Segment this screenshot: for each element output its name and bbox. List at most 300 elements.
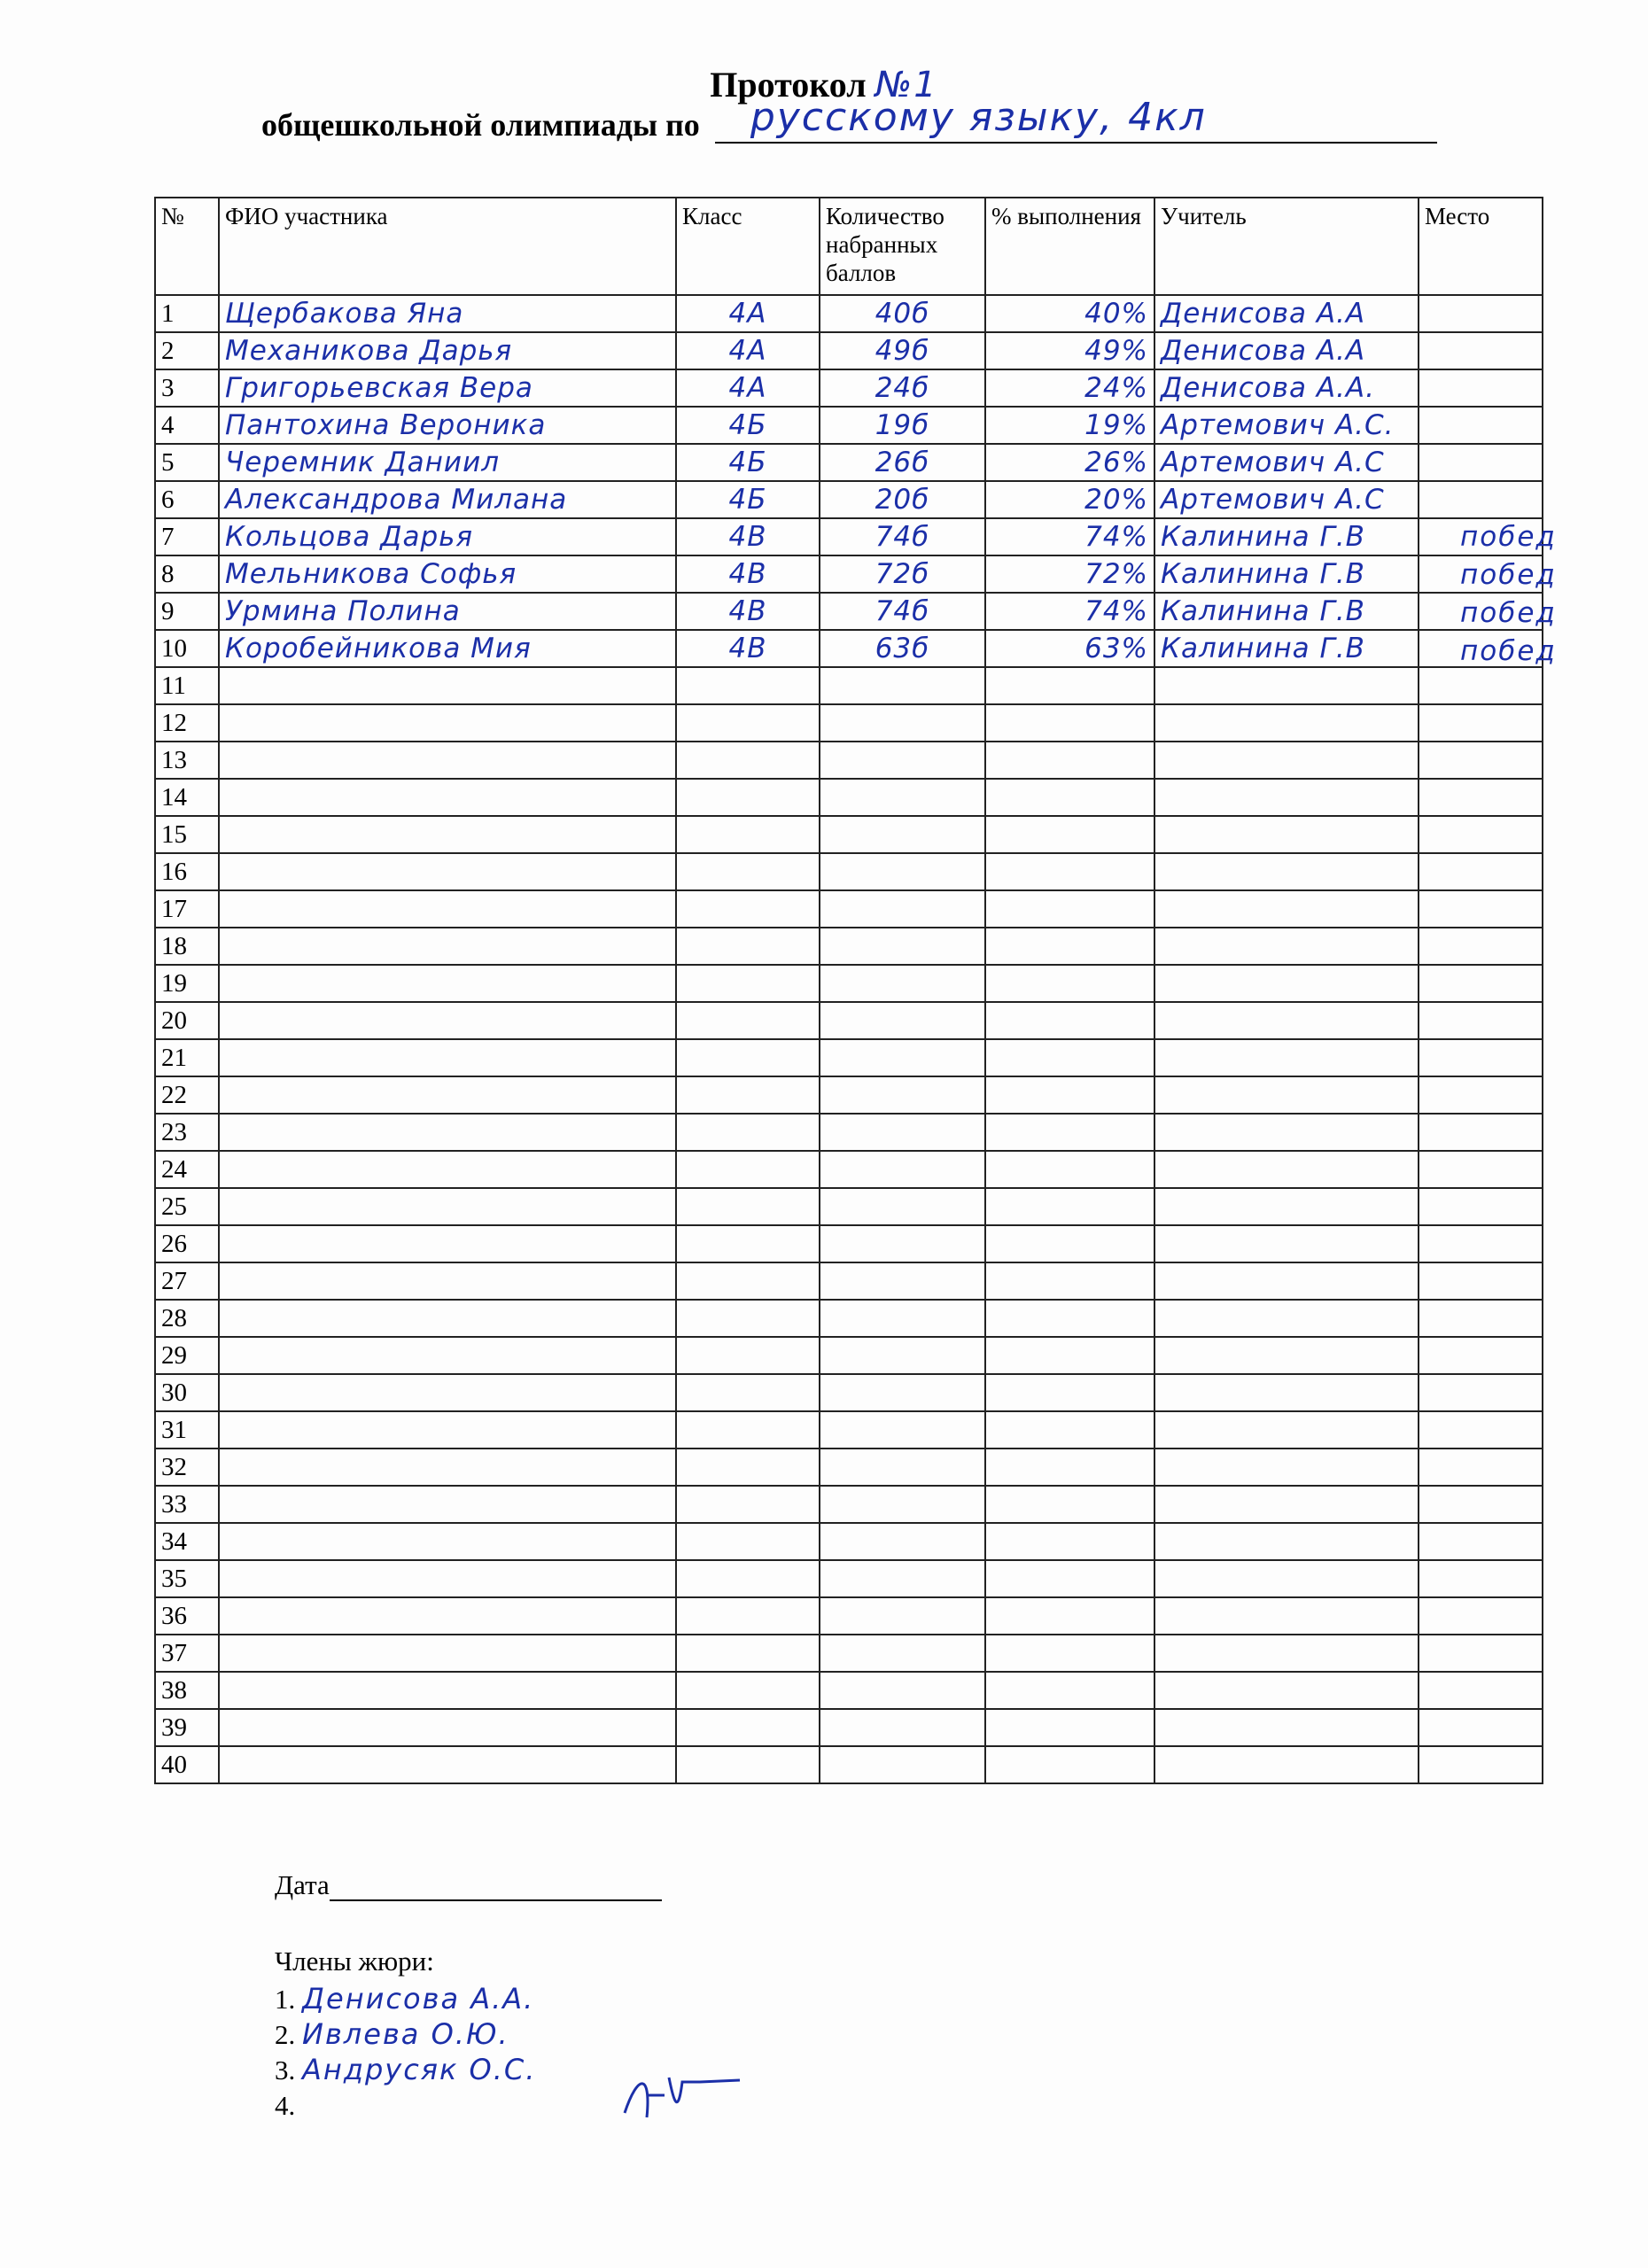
cell-percent (985, 1672, 1154, 1709)
col-name: ФИО участника (219, 198, 676, 295)
cell-percent (985, 1709, 1154, 1746)
table-row (155, 1188, 1543, 1225)
cell-name (219, 1635, 676, 1672)
cell-teacher (1154, 1523, 1419, 1560)
cell-class (676, 1114, 820, 1151)
results-table (154, 197, 1543, 1784)
cell-teacher (1154, 1560, 1419, 1597)
cell-number: 33 (155, 1486, 219, 1523)
table-row (155, 1114, 1543, 1151)
cell-teacher (1154, 1411, 1419, 1449)
cell-number: 26 (155, 1225, 219, 1262)
cell-score (820, 1114, 985, 1151)
cell-name (219, 1114, 676, 1151)
cell-percent (985, 1374, 1154, 1411)
cell-place (1419, 1672, 1543, 1709)
cell-number: 31 (155, 1411, 219, 1449)
cell-score (820, 1188, 985, 1225)
cell-number: 23 (155, 1114, 219, 1151)
cell-place (1419, 853, 1543, 890)
cell-name (219, 1523, 676, 1560)
cell-name (219, 667, 676, 704)
cell-score (820, 704, 985, 742)
cell-teacher (1154, 1225, 1419, 1262)
cell-name: Григорьевская Вера (219, 369, 676, 407)
date-label: Дата (275, 1869, 330, 1900)
cell-place (1419, 1188, 1543, 1225)
cell-percent (985, 1486, 1154, 1523)
cell-name (219, 1560, 676, 1597)
cell-number: 24 (155, 1151, 219, 1188)
cell-teacher (1154, 1300, 1419, 1337)
jury-name: Андрусяк О.С. (302, 2053, 537, 2086)
cell-teacher (1154, 1635, 1419, 1672)
jury-number: 2. (275, 2019, 296, 2050)
jury-name: Ивлева О.Ю. (302, 2017, 509, 2051)
cell-score: 49б (820, 332, 985, 369)
table-row (155, 1635, 1543, 1672)
cell-score: 72б (820, 555, 985, 593)
col-number: № (155, 198, 219, 295)
jury-name: Денисова А.А. (302, 1982, 535, 2016)
table-row (155, 593, 1543, 630)
cell-class (676, 1597, 820, 1635)
cell-place (1419, 928, 1543, 965)
cell-score (820, 890, 985, 928)
cell-place (1419, 1151, 1543, 1188)
cell-class (676, 1151, 820, 1188)
cell-teacher (1154, 1672, 1419, 1709)
cell-place (1419, 1635, 1543, 1672)
cell-class (676, 1523, 820, 1560)
cell-score (820, 1411, 985, 1449)
cell-name (219, 890, 676, 928)
cell-name (219, 1151, 676, 1188)
cell-place (1419, 742, 1543, 779)
table-row (155, 444, 1543, 481)
cell-teacher (1154, 779, 1419, 816)
cell-score: 63б (820, 630, 985, 667)
cell-place (1419, 1337, 1543, 1374)
cell-class (676, 1076, 820, 1114)
jury-list (275, 1981, 662, 2123)
table-row (155, 1076, 1543, 1114)
jury-number: 4. (275, 2090, 296, 2121)
cell-place (1419, 1449, 1543, 1486)
table-row (155, 816, 1543, 853)
table-row (155, 1411, 1543, 1449)
table-row (155, 332, 1543, 369)
cell-teacher: Артемович А.С (1154, 444, 1419, 481)
table-row (155, 1449, 1543, 1486)
cell-teacher (1154, 1374, 1419, 1411)
cell-score (820, 1709, 985, 1746)
cell-percent (985, 1523, 1154, 1560)
table-row (155, 1560, 1543, 1597)
cell-teacher (1154, 965, 1419, 1002)
cell-name (219, 965, 676, 1002)
cell-teacher: Калинина Г.В (1154, 630, 1419, 667)
cell-place (1419, 1523, 1543, 1560)
cell-teacher (1154, 1486, 1419, 1523)
cell-percent (985, 1262, 1154, 1300)
cell-teacher: Денисова А.А (1154, 332, 1419, 369)
cell-place (1419, 1076, 1543, 1114)
cell-teacher (1154, 816, 1419, 853)
cell-class (676, 1411, 820, 1449)
cell-number: 1 (155, 295, 219, 332)
place-note: побед (1460, 597, 1557, 629)
table-row (155, 1225, 1543, 1262)
cell-percent: 40% (985, 295, 1154, 332)
cell-name (219, 704, 676, 742)
cell-score (820, 1300, 985, 1337)
col-teacher: Учитель (1154, 198, 1419, 295)
cell-score (820, 1560, 985, 1597)
cell-teacher (1154, 853, 1419, 890)
table-row (155, 1300, 1543, 1337)
cell-place (1419, 890, 1543, 928)
cell-class (676, 890, 820, 928)
cell-teacher: Артемович А.С. (1154, 407, 1419, 444)
table-row (155, 1262, 1543, 1300)
cell-number: 11 (155, 667, 219, 704)
cell-score (820, 667, 985, 704)
cell-number: 9 (155, 593, 219, 630)
cell-number: 4 (155, 407, 219, 444)
cell-name: Коробейникова Мия (219, 630, 676, 667)
cell-score (820, 1002, 985, 1039)
cell-score (820, 1039, 985, 1076)
cell-number: 7 (155, 518, 219, 555)
cell-score (820, 742, 985, 779)
table-row (155, 295, 1543, 332)
cell-place (1419, 1374, 1543, 1411)
cell-score: 19б (820, 407, 985, 444)
table-row (155, 1486, 1543, 1523)
cell-teacher: Денисова А.А. (1154, 369, 1419, 407)
cell-teacher: Калинина Г.В (1154, 518, 1419, 555)
cell-place (1419, 1114, 1543, 1151)
cell-teacher (1154, 1337, 1419, 1374)
cell-number: 2 (155, 332, 219, 369)
cell-percent (985, 890, 1154, 928)
cell-percent (985, 1560, 1154, 1597)
cell-place (1419, 369, 1543, 407)
table-row (155, 407, 1543, 444)
cell-name: Урмина Полина (219, 593, 676, 630)
table-row (155, 1151, 1543, 1188)
cell-score (820, 1337, 985, 1374)
jury-number: 3. (275, 2054, 296, 2085)
cell-class (676, 1560, 820, 1597)
cell-name (219, 1597, 676, 1635)
cell-percent (985, 667, 1154, 704)
col-class: Класс (676, 198, 820, 295)
table-row (155, 555, 1543, 593)
jury-item (275, 1981, 662, 2016)
cell-name (219, 742, 676, 779)
cell-number: 28 (155, 1300, 219, 1337)
date-field (330, 1873, 662, 1901)
cell-score (820, 1076, 985, 1114)
cell-place (1419, 1709, 1543, 1746)
cell-name (219, 1188, 676, 1225)
cell-place (1419, 1300, 1543, 1337)
cell-class: 4А (676, 369, 820, 407)
cell-teacher (1154, 1746, 1419, 1783)
cell-name (219, 1262, 676, 1300)
cell-score (820, 779, 985, 816)
cell-number: 6 (155, 481, 219, 518)
cell-percent (985, 704, 1154, 742)
cell-teacher (1154, 1114, 1419, 1151)
cell-place (1419, 704, 1543, 742)
cell-number: 5 (155, 444, 219, 481)
cell-teacher (1154, 1449, 1419, 1486)
cell-class (676, 1449, 820, 1486)
cell-name: Щербакова Яна (219, 295, 676, 332)
cell-number: 40 (155, 1746, 219, 1783)
cell-percent (985, 1225, 1154, 1262)
cell-percent (985, 928, 1154, 965)
cell-name: Черемник Даниил (219, 444, 676, 481)
cell-score (820, 1151, 985, 1188)
footer (275, 1869, 662, 2123)
cell-percent (985, 1746, 1154, 1783)
cell-percent (985, 1300, 1154, 1337)
cell-place (1419, 407, 1543, 444)
table-row (155, 1523, 1543, 1560)
cell-place (1419, 1225, 1543, 1262)
cell-number: 13 (155, 742, 219, 779)
cell-class (676, 1672, 820, 1709)
cell-score: 40б (820, 295, 985, 332)
cell-name: Кольцова Дарья (219, 518, 676, 555)
cell-percent (985, 1076, 1154, 1114)
table-row (155, 742, 1543, 779)
cell-place (1419, 1597, 1543, 1635)
cell-name (219, 1486, 676, 1523)
cell-place (1419, 444, 1543, 481)
cell-place (1419, 481, 1543, 518)
cell-teacher (1154, 1076, 1419, 1114)
table-row (155, 630, 1543, 667)
cell-class (676, 1709, 820, 1746)
cell-class (676, 742, 820, 779)
place-note: побед (1460, 521, 1557, 553)
cell-name (219, 1672, 676, 1709)
cell-number: 39 (155, 1709, 219, 1746)
cell-percent (985, 779, 1154, 816)
cell-percent (985, 1039, 1154, 1076)
table-row (155, 667, 1543, 704)
cell-place (1419, 1039, 1543, 1076)
cell-score: 26б (820, 444, 985, 481)
cell-teacher (1154, 742, 1419, 779)
cell-teacher (1154, 1709, 1419, 1746)
cell-number: 3 (155, 369, 219, 407)
cell-percent (985, 816, 1154, 853)
cell-percent (985, 1002, 1154, 1039)
protocol-number: №1 (875, 65, 938, 105)
cell-teacher: Денисова А.А (1154, 295, 1419, 332)
cell-name (219, 1411, 676, 1449)
cell-number: 10 (155, 630, 219, 667)
cell-name (219, 928, 676, 965)
cell-place (1419, 667, 1543, 704)
cell-number: 14 (155, 779, 219, 816)
cell-score (820, 928, 985, 965)
cell-class (676, 965, 820, 1002)
date-line (275, 1869, 662, 1901)
cell-percent (985, 742, 1154, 779)
cell-class (676, 1337, 820, 1374)
cell-class (676, 1300, 820, 1337)
cell-class (676, 1746, 820, 1783)
cell-name: Механикова Дарья (219, 332, 676, 369)
cell-number: 34 (155, 1523, 219, 1560)
cell-score (820, 1374, 985, 1411)
cell-class: 4А (676, 332, 820, 369)
cell-teacher (1154, 667, 1419, 704)
cell-percent (985, 1151, 1154, 1188)
cell-class (676, 1039, 820, 1076)
cell-name: Александрова Милана (219, 481, 676, 518)
cell-class (676, 816, 820, 853)
jury-title: Члены жюри: (275, 1946, 434, 1977)
cell-percent (985, 1337, 1154, 1374)
cell-teacher: Калинина Г.В (1154, 593, 1419, 630)
cell-teacher (1154, 1188, 1419, 1225)
cell-place (1419, 965, 1543, 1002)
cell-number: 17 (155, 890, 219, 928)
cell-score (820, 1262, 985, 1300)
cell-score (820, 1523, 985, 1560)
cell-percent (985, 1597, 1154, 1635)
cell-teacher: Артемович А.С (1154, 481, 1419, 518)
cell-teacher (1154, 928, 1419, 965)
table-row (155, 1002, 1543, 1039)
place-notes (1460, 518, 1566, 671)
cell-name (219, 779, 676, 816)
cell-teacher (1154, 704, 1419, 742)
cell-teacher (1154, 1151, 1419, 1188)
cell-score (820, 1597, 985, 1635)
subject-line (261, 95, 1437, 144)
table-row (155, 1709, 1543, 1746)
cell-teacher (1154, 1262, 1419, 1300)
subject-field (715, 95, 1437, 144)
cell-score (820, 1635, 985, 1672)
cell-percent (985, 965, 1154, 1002)
cell-score (820, 1672, 985, 1709)
cell-number: 15 (155, 816, 219, 853)
cell-percent: 49% (985, 332, 1154, 369)
cell-name: Пантохина Вероника (219, 407, 676, 444)
cell-number: 8 (155, 555, 219, 593)
cell-number: 21 (155, 1039, 219, 1076)
col-place: Место (1419, 198, 1543, 295)
cell-score: 74б (820, 518, 985, 555)
cell-percent (985, 1411, 1154, 1449)
cell-number: 35 (155, 1560, 219, 1597)
cell-number: 27 (155, 1262, 219, 1300)
jury-item (275, 2016, 662, 2052)
cell-number: 36 (155, 1597, 219, 1635)
cell-score: 20б (820, 481, 985, 518)
cell-place (1419, 1746, 1543, 1783)
jury-item (275, 2087, 662, 2123)
cell-class: 4А (676, 295, 820, 332)
table-row (155, 853, 1543, 890)
table-row (155, 518, 1543, 555)
cell-place (1419, 1262, 1543, 1300)
cell-percent: 20% (985, 481, 1154, 518)
cell-place (1419, 1486, 1543, 1523)
table-row (155, 1597, 1543, 1635)
cell-number: 30 (155, 1374, 219, 1411)
cell-class: 4Б (676, 444, 820, 481)
cell-percent: 74% (985, 518, 1154, 555)
cell-class: 4Б (676, 407, 820, 444)
cell-class (676, 1486, 820, 1523)
cell-name (219, 816, 676, 853)
table-body (155, 295, 1543, 1783)
cell-percent (985, 853, 1154, 890)
table-row (155, 1746, 1543, 1783)
cell-score: 74б (820, 593, 985, 630)
cell-number: 25 (155, 1188, 219, 1225)
cell-teacher (1154, 1039, 1419, 1076)
cell-class: 4В (676, 593, 820, 630)
cell-class (676, 1374, 820, 1411)
table-row (155, 1374, 1543, 1411)
table-row (155, 1337, 1543, 1374)
cell-class (676, 667, 820, 704)
cell-percent: 74% (985, 593, 1154, 630)
cell-place (1419, 1002, 1543, 1039)
cell-name (219, 1746, 676, 1783)
cell-score (820, 1746, 985, 1783)
table-row (155, 928, 1543, 965)
cell-score (820, 1486, 985, 1523)
cell-score (820, 1225, 985, 1262)
table-row (155, 965, 1543, 1002)
cell-class: 4В (676, 518, 820, 555)
cell-teacher (1154, 1002, 1419, 1039)
cell-class (676, 1225, 820, 1262)
cell-percent: 72% (985, 555, 1154, 593)
cell-class: 4В (676, 630, 820, 667)
place-note: побед (1460, 635, 1557, 667)
title-text: Протокол (710, 65, 867, 105)
cell-number: 22 (155, 1076, 219, 1114)
cell-class: 4В (676, 555, 820, 593)
cell-teacher: Калинина Г.В (1154, 555, 1419, 593)
cell-class (676, 779, 820, 816)
cell-number: 29 (155, 1337, 219, 1374)
place-note: побед (1460, 559, 1557, 591)
cell-number: 20 (155, 1002, 219, 1039)
cell-score (820, 816, 985, 853)
col-percent: % выполнения (985, 198, 1154, 295)
cell-name: Мельникова Софья (219, 555, 676, 593)
table-row (155, 704, 1543, 742)
cell-number: 19 (155, 965, 219, 1002)
cell-class (676, 1002, 820, 1039)
cell-score: 24б (820, 369, 985, 407)
